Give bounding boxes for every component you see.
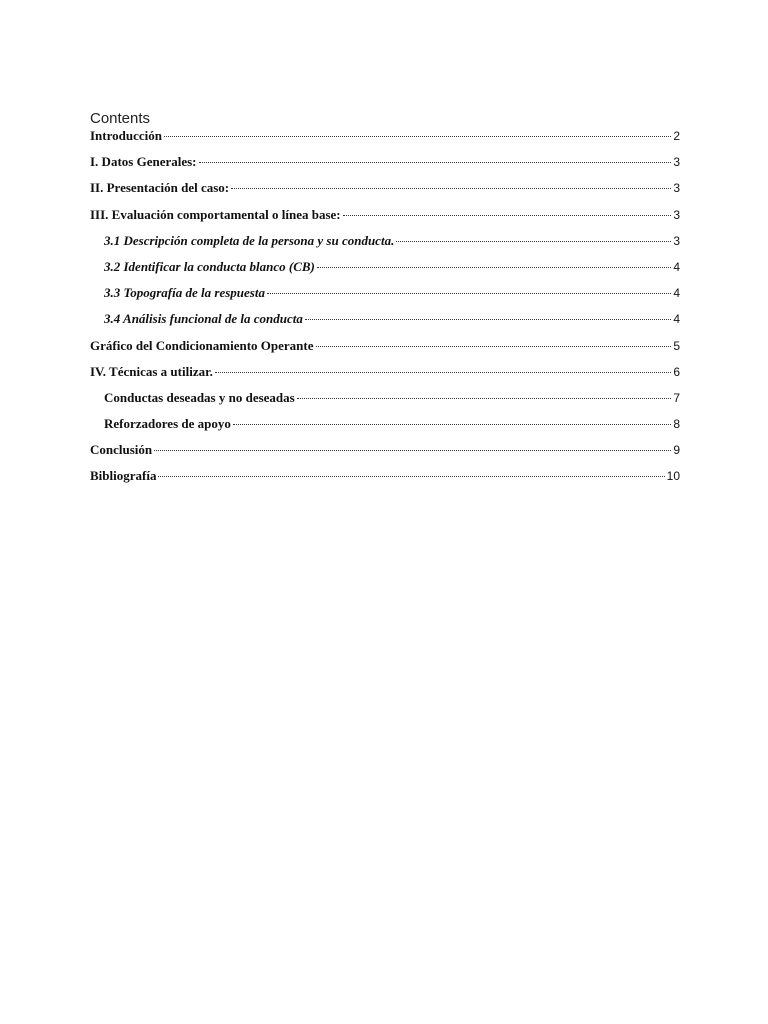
toc-entry-label: Conductas deseadas y no deseadas xyxy=(104,389,295,405)
toc-entry-conclusion[interactable] xyxy=(90,442,680,468)
dot-leader xyxy=(199,162,672,163)
dot-leader xyxy=(154,450,671,451)
toc-entry-page: 10 xyxy=(666,469,680,484)
toc-entry-grafico-condicionamiento[interactable] xyxy=(90,338,680,364)
dot-leader xyxy=(158,476,664,477)
toc-entry-topografia-respuesta[interactable] xyxy=(90,285,680,311)
toc-entry-conductas-deseadas[interactable] xyxy=(90,390,680,416)
toc-entry-presentacion-caso[interactable] xyxy=(90,180,680,206)
toc-entry-page: 3 xyxy=(673,155,680,170)
toc-entry-datos-generales[interactable] xyxy=(90,154,680,180)
toc-entry-page: 3 xyxy=(673,207,680,222)
toc-entry-bibliografia[interactable] xyxy=(90,468,680,494)
toc-entry-conducta-blanco[interactable] xyxy=(90,259,680,285)
toc-entry-page: 3 xyxy=(673,233,680,248)
toc-entry-label: 3.4 Análisis funcional de la conducta xyxy=(104,311,303,327)
dot-leader xyxy=(164,136,671,137)
dot-leader xyxy=(317,267,671,268)
toc-entry-label: 3.3 Topografía de la respuesta xyxy=(104,285,265,301)
toc-entry-page: 2 xyxy=(673,129,680,143)
toc-entry-page: 4 xyxy=(673,312,680,327)
toc-entry-page: 4 xyxy=(673,259,680,274)
toc-entry-label: Conclusión xyxy=(90,442,153,458)
toc-entry-label: 3.2 Identificar la conducta blanco (CB) xyxy=(104,258,315,274)
toc-entry-label: Bibliografía xyxy=(90,468,157,484)
toc-entry-label: III. Evaluación comportamental o línea base: xyxy=(90,206,341,222)
toc-entry-label: Reforzadores de apoyo xyxy=(104,416,231,432)
toc-entry-label: II. Presentación del caso: xyxy=(90,180,230,196)
dot-leader xyxy=(233,424,671,425)
toc-heading: Contents xyxy=(90,110,151,127)
toc-entry-analisis-funcional[interactable] xyxy=(90,311,680,337)
toc-entry-label: Introducción xyxy=(90,128,162,143)
dot-leader xyxy=(343,215,672,216)
toc-entry-label: I. Datos Generales: xyxy=(90,154,197,170)
dot-leader xyxy=(305,319,671,320)
toc-entry-tecnicas-utilizar[interactable] xyxy=(90,364,680,390)
toc-entry-reforzadores-apoyo[interactable] xyxy=(90,416,680,442)
dot-leader xyxy=(297,398,672,399)
toc-entry-page: 4 xyxy=(673,286,680,301)
dot-leader xyxy=(267,293,671,294)
toc-entry-page: 9 xyxy=(673,443,680,458)
toc-entry-page: 3 xyxy=(673,181,680,196)
toc-entry-introduccion[interactable] xyxy=(90,128,680,154)
toc-entry-page: 5 xyxy=(673,338,680,353)
toc-entry-page: 7 xyxy=(673,390,680,405)
toc-entry-page: 6 xyxy=(673,364,680,379)
dot-leader xyxy=(396,241,671,242)
toc-entry-label: 3.1 Descripción completa de la persona y su conducta. xyxy=(104,232,395,248)
dot-leader xyxy=(215,372,671,373)
toc-entry-label: Gráfico del Condicionamiento Operante xyxy=(90,337,314,353)
toc-entry-label: IV. Técnicas a utilizar. xyxy=(90,363,213,379)
toc-entry-descripcion-persona[interactable] xyxy=(90,233,680,259)
dot-leader xyxy=(316,346,672,347)
toc-entry-evaluacion-comportamental[interactable] xyxy=(90,207,680,233)
toc-entry-page: 8 xyxy=(673,417,680,432)
table-of-contents xyxy=(90,128,680,495)
dot-leader xyxy=(231,188,671,189)
